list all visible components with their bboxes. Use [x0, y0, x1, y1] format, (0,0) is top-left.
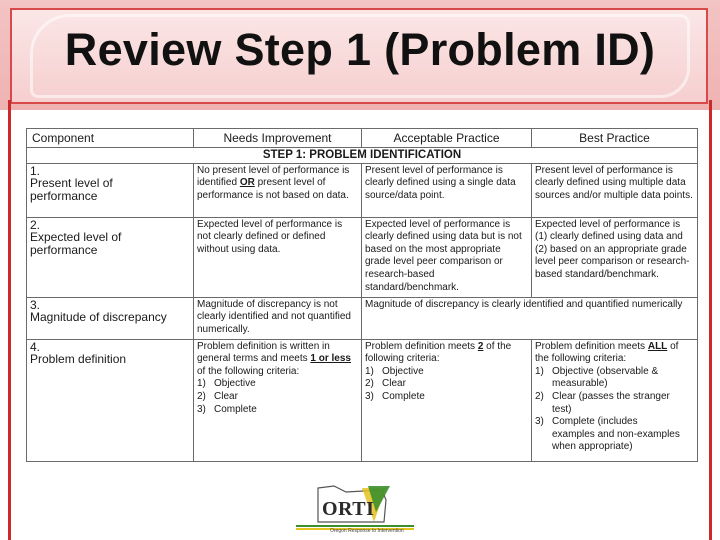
list-item: 3) Complete	[365, 390, 425, 402]
cell-text: of the following criteria:	[365, 340, 512, 365]
needs-improvement-cell	[194, 339, 362, 461]
criteria-list	[365, 366, 528, 404]
cell-text: No present level of performance is identified	[197, 164, 350, 189]
list-item: 3) Complete (includes examples and non-examples when appropriate)	[535, 416, 680, 453]
cell-text: present level of performance is not based on data.	[197, 177, 349, 201]
or-emphasis: OR	[239, 177, 255, 189]
component-name: Problem definition	[30, 352, 127, 367]
row-number: 1.	[30, 163, 41, 178]
header-needs-improvement: Needs Improvement	[194, 129, 362, 148]
acceptable-practice-cell	[362, 339, 532, 461]
list-item: 2) Clear	[197, 390, 238, 402]
header-best-practice: Best Practice	[532, 129, 698, 148]
right-border-line	[709, 100, 712, 540]
component-name: Magnitude of discrepancy	[30, 310, 167, 325]
table-row	[27, 339, 698, 461]
cell-text: Problem definition meets	[535, 340, 648, 352]
cell-text: of the following criteria:	[197, 365, 300, 377]
cell-text: Problem definition is written in general terms and meets	[197, 340, 330, 365]
row-number: 3.	[30, 297, 41, 312]
orti-logo	[290, 482, 420, 538]
best-practice-cell: Present level of performance is clearly defined using multiple data sources and/or multiple data points.	[532, 163, 698, 217]
list-item: 3) Complete	[197, 403, 257, 415]
list-item: 1) Objective (observable & measurable)	[535, 365, 659, 390]
step-title: STEP 1: PROBLEM IDENTIFICATION	[27, 148, 698, 164]
needs-improvement-cell: Expected level of performance is not clearly defined or defined without using data.	[194, 217, 362, 297]
cell-text: of the following criteria:	[535, 340, 679, 365]
row-number: 4.	[30, 339, 41, 354]
component-name: Expected level of performance	[30, 230, 122, 257]
list-item: 1) Objective	[197, 378, 256, 390]
list-item: 1) Objective	[365, 365, 424, 377]
logo-tagline: Oregon Response to Intervention	[330, 528, 404, 534]
best-practice-cell: Expected level of performance is (1) clearly defined using data and (2) based on an appropriate grade level peer comparison or research-based standard/benchmark.	[532, 217, 698, 297]
best-practice-cell	[532, 339, 698, 461]
component-name: Present level of performance	[30, 176, 113, 203]
rubric-table-container	[26, 128, 697, 468]
list-item: 2) Clear	[365, 378, 406, 390]
logo-wordmark: ORTI	[322, 498, 375, 520]
header-component: Component	[27, 129, 194, 148]
table-row	[27, 297, 698, 339]
table-row	[27, 217, 698, 297]
row-number: 2.	[30, 217, 41, 232]
cell-text: Problem definition meets	[365, 340, 478, 352]
needs-improvement-cell	[194, 163, 362, 217]
needs-improvement-cell: Magnitude of discrepancy is not clearly identified and not quantified numerically.	[194, 297, 362, 339]
rubric-table	[26, 128, 698, 462]
component-cell	[27, 297, 194, 339]
acceptable-practice-cell: Expected level of performance is clearly defined using data but is not based on the most appropriate grade level peer comparison or research-based standard/benchmark.	[362, 217, 532, 297]
slide-title: Review Step 1 (Problem ID)	[64, 24, 656, 75]
criteria-list	[197, 378, 358, 416]
criteria-count-emphasis: 2	[477, 340, 484, 352]
criteria-count-emphasis: ALL	[647, 340, 668, 352]
criteria-count-emphasis: 1 or less	[310, 353, 351, 365]
acceptable-best-practice-cell: Magnitude of discrepancy is clearly identified and quantified numerically	[362, 297, 698, 339]
left-border-line	[8, 100, 11, 540]
component-cell	[27, 339, 194, 461]
component-cell	[27, 217, 194, 297]
acceptable-practice-cell: Present level of performance is clearly defined using a single data source/data point.	[362, 163, 532, 217]
list-item: 2) Clear (passes the stranger test)	[535, 390, 670, 415]
step-title-row	[27, 148, 698, 164]
table-row	[27, 163, 698, 217]
component-cell	[27, 163, 194, 217]
header-acceptable-practice: Acceptable Practice	[362, 129, 532, 148]
criteria-list	[535, 366, 694, 454]
table-header-row	[27, 129, 698, 148]
